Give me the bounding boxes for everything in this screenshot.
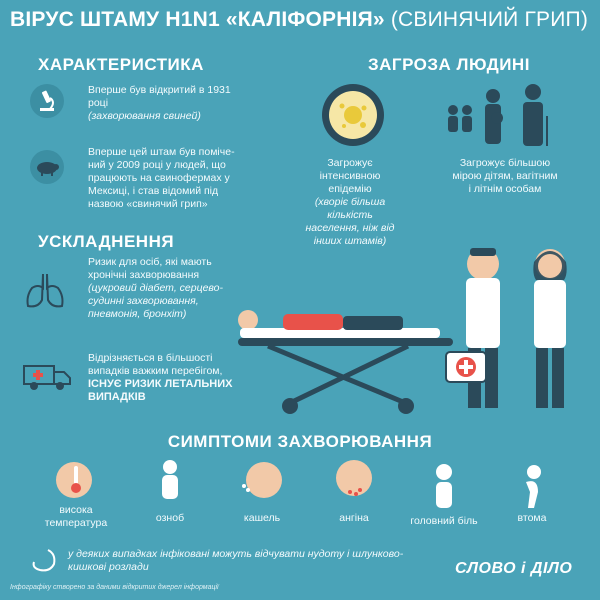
family-icon — [443, 82, 555, 148]
virus-icon — [320, 82, 386, 148]
sore-throat-head-icon — [330, 456, 378, 504]
threat-left-note: (хворіє більша кількість населення, ніж від інших штамів) — [305, 196, 395, 247]
symptom-label: висока температура — [44, 504, 108, 529]
threat-heading: ЗАГРОЗА ЛЮДИНІ — [368, 55, 530, 74]
symptoms-heading: СИМПТОМИ ЗАХВОРЮВАННЯ — [167, 432, 433, 451]
complications-heading: УСКЛАДНЕННЯ — [38, 232, 175, 251]
medical-staff-illustration — [228, 234, 588, 424]
thermometer-head-icon — [52, 456, 100, 504]
stomach-icon — [28, 548, 58, 574]
symptom-label: кашель — [243, 512, 281, 524]
title-light: (СВИНЯЧИЙ ГРИП) — [390, 8, 589, 31]
ambulance-icon — [22, 360, 72, 392]
characteristics-heading: ХАРАКТЕРИСТИКА — [38, 55, 204, 74]
symptom-label: головний біль — [410, 515, 478, 527]
pig-icon — [30, 150, 64, 184]
title-bold: ВІРУС ШТАМУ H1N1 «КАЛІФОРНІЯ» — [10, 8, 385, 31]
brand-logo: СЛОВО і ДІЛО — [455, 560, 573, 577]
char-item1-main: Вперше був відкритий в 1931 році — [88, 84, 231, 109]
page-title — [10, 8, 590, 42]
tired-person-icon — [512, 462, 552, 510]
compl-item2-main: Відрізняється в більшості випадків важким перебігом, — [88, 352, 223, 377]
coughing-head-icon — [238, 456, 288, 504]
compl-item2-bold: ІСНУЄ РИЗИК ЛЕТАЛЬНИХ ВИПАДКІВ — [88, 378, 233, 403]
symptom-label: ангіна — [339, 512, 369, 524]
char-item1-note: (захворювання свиней) — [88, 110, 201, 122]
compl-item1-main: Ризик для осіб, які мають хронічні захворювання — [88, 256, 212, 281]
compl-item1-note: (цукровий діабет, серцево-судинні захворювання, пневмонія, бронхіт) — [88, 282, 224, 320]
symptom-label: втома — [517, 512, 547, 524]
symptom-label: озноб — [155, 512, 185, 524]
threat-left-main: Загрожує інтенсивною епідемію — [319, 157, 381, 195]
char-item2-main: Вперше цей штам був поміче-ний у 2009 році у людей, що працюють на свинофермах у Мексиці, і став відомий під назвою «свинячий грип» — [88, 146, 235, 210]
shivering-person-icon — [150, 458, 190, 502]
threat-right-main: Загрожує більшою мірою дітям, вагітним і літнім особам — [452, 157, 558, 195]
footnote: Інфографіку створено за даними відкритих джерел інформації — [10, 584, 219, 591]
symptoms-note: у деяких випадках інфіковані можуть відчувати нудоту і шлунково-кишкові розлади — [68, 548, 404, 573]
microscope-icon — [30, 84, 64, 118]
lungs-icon — [22, 270, 68, 310]
headache-person-icon — [424, 462, 464, 510]
